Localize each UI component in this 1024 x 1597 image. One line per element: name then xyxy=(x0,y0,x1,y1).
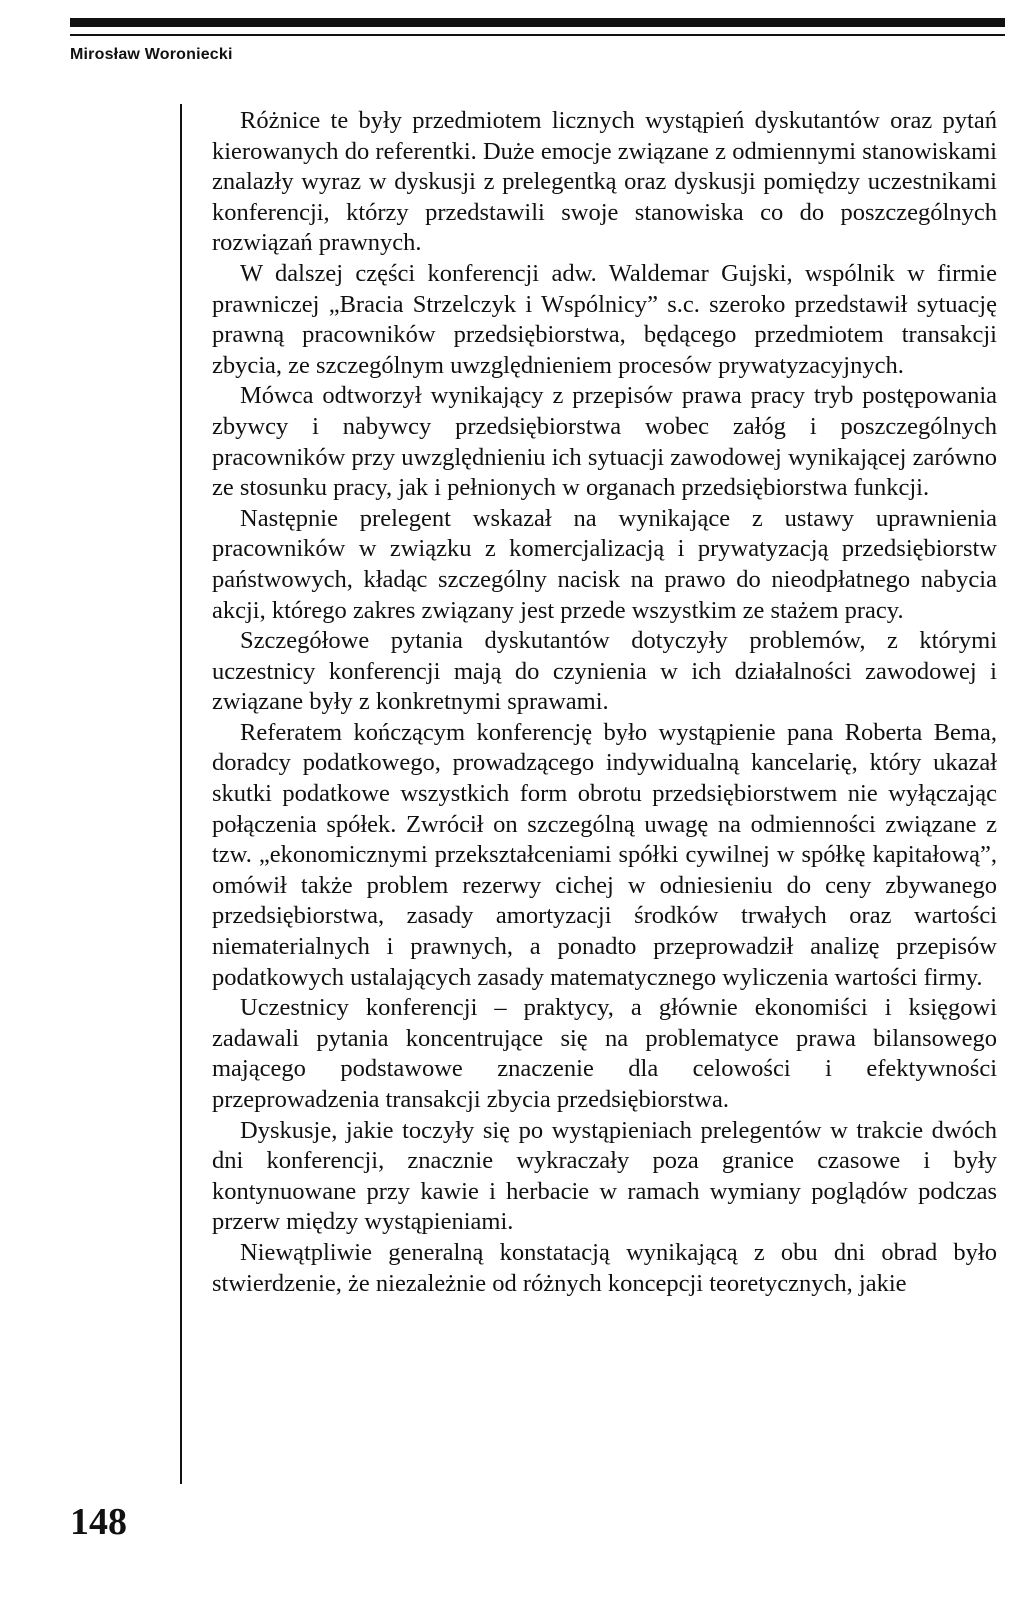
header-rule-thin xyxy=(70,34,1005,36)
margin-bar xyxy=(180,104,182,1484)
paragraph-5: Szczegółowe pytania dyskutantów dotyczyły problemów, z którymi uczestnicy konferencji mają do czynienia w ich działalności zawodowej i związane były z konkretnymi sprawami. xyxy=(212,627,997,716)
paragraph-6: Referatem kończącym konferencję było wystąpienie pana Roberta Bema, doradcy podatkowego, prowadzącego indywidualną kancelarię, który ukazał skutki podatkowe wszystkich form obrotu przedsiębiorstwem nie wyłączając połączenia spółek. Zwrócił on szczególną uwagę na odmienności związane z tzw. „ekonomicznymi przekształceniami spółki cywilnej w spółkę kapitałową”, omówił także problem rezerwy cichej w odniesieniu do ceny zbywanego przedsiębiorstwa, zasady amortyzacji środków trwałych oraz wartości niematerialnych i prawnych, a ponadto przeprowadził analizę przepisów podatkowych ustalających zasady matematycznego wyliczenia wartości firmy. xyxy=(212,718,997,991)
paragraph-7: Uczestnicy konferencji – praktycy, a głównie ekonomiści i księgowi zadawali pytania koncentrujące się na problematyce prawa bilansowego mającego podstawowe znaczenie dla celowości i efektywności przeprowadzenia transakcji zbycia przedsiębiorstwa. xyxy=(212,994,997,1113)
paragraph-2: W dalszej części konferencji adw. Waldemar Gujski, wspólnik w firmie prawniczej „Bracia Strzelczyk i Wspólnicy” s.c. szeroko przedstawił sytuację prawną pracowników przedsiębiorstwa, będącego przedmiotem transakcji zbycia, ze szczególnym uwzględnieniem procesów prywatyzacyjnych. xyxy=(212,259,997,379)
header-rule-thick xyxy=(70,18,1005,27)
article-body xyxy=(212,106,997,1299)
paragraph-3: Mówca odtworzył wynikający z przepisów prawa pracy tryb postępowania zbywcy i nabywcy przedsiębiorstwa wobec załóg i poszczególnych pracowników przy uwzględnieniu ich sytuacji zawodowej wynikającej zarówno ze stosunku pracy, jak i pełnionych w organach przedsiębiorstwa funkcji. xyxy=(212,382,997,502)
paragraph-4: Następnie prelegent wskazał na wynikające z ustawy uprawnienia pracowników w związku z komercjalizacją i prywatyzacją przedsiębiorstw państwowych, kładąc szczególny nacisk na prawo do nieodpłatnego nabycia akcji, którego zakres związany jest przede wszystkim ze stażem pracy. xyxy=(212,504,997,624)
page-number: 148 xyxy=(70,1501,127,1543)
paragraph-9: Niewątpliwie generalną konstatacją wynikającą z obu dni obrad było stwierdzenie, że niezależnie od różnych koncepcji teoretycznych, jakie xyxy=(212,1238,997,1297)
running-head-author: Mirosław Woroniecki xyxy=(70,46,233,63)
paragraph-8: Dyskusje, jakie toczyły się po wystąpieniach prelegentów w trakcie dwóch dni konferencji, znacznie wykraczały poza granice czasowe i były kontynuowane przy kawie i herbacie w ramach wymiany poglądów podczas przerw między wystąpieniami. xyxy=(212,1116,997,1236)
paragraph-1: Różnice te były przedmiotem licznych wystąpień dyskutantów oraz pytań kierowanych do referentki. Duże emocje związane z odmiennymi stanowiskami znalazły wyraz w dyskusji z prelegentką oraz dyskusji pomiędzy uczestnikami konferencji, którzy przedstawili swoje stanowiska co do poszczególnych rozwiązań prawnych. xyxy=(212,107,997,257)
